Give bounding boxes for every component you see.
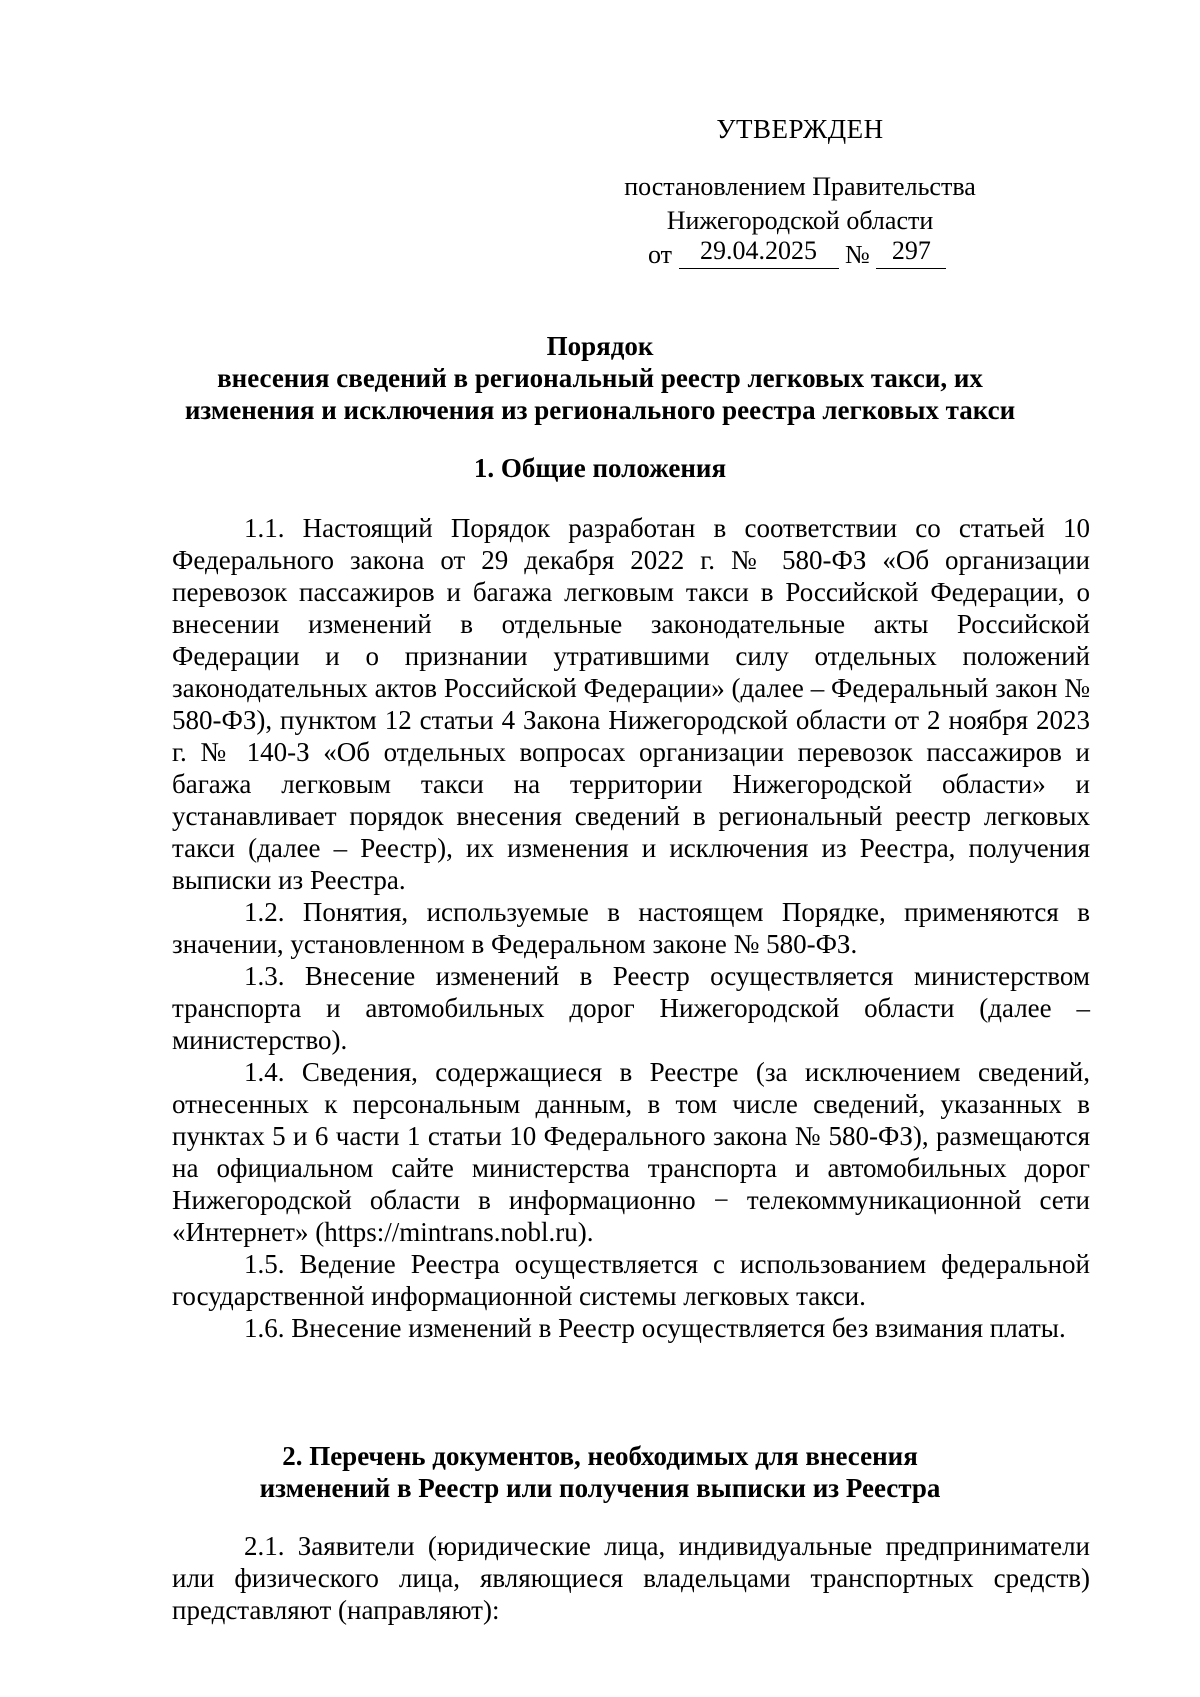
title-line-1: Порядок xyxy=(546,331,654,361)
approval-date: 29.04.2025 xyxy=(679,234,839,269)
paragraph-1-6: 1.6. Внесение изменений в Реестр осуществляется без взимания платы. xyxy=(244,1313,1066,1343)
section-2-heading-line-1: 2. Перечень документов, необходимых для внесения xyxy=(282,1441,918,1471)
number-sign: № xyxy=(845,240,870,269)
date-prefix: от xyxy=(648,240,673,269)
approval-line-2: Нижегородской области xyxy=(666,206,934,235)
paragraph-1-4: 1.4. Сведения, содержащиеся в Реестре (за исключением сведений, отнесенных к персональным данным, в том числе сведений, указанных в пунктах 5 и 6 части 1 статьи 10 Федерального закона № 580-ФЗ), размещаются на официальном сайте министерства транспорта и автомобильных дорог Нижегородской области в информационно − телекоммуникационной сети «Интернет» (https://mintrans.nobl.ru). xyxy=(172,1057,1090,1247)
paragraph-1-5: 1.5. Ведение Реестра осуществляется с использованием федеральной государственной информационной системы легковых такси. xyxy=(172,1249,1090,1311)
document-title xyxy=(150,330,1050,426)
section-1-body xyxy=(172,512,1090,1344)
paragraph-1-2: 1.2. Понятия, используемые в настоящем Порядке, применяются в значении, установленном в Федеральном законе № 580-ФЗ. xyxy=(172,897,1090,959)
title-line-3: изменения и исключения из регионального реестра легковых такси xyxy=(184,395,1016,425)
approved-label: УТВЕРЖДЕН xyxy=(716,114,884,144)
section-2-body xyxy=(172,1530,1090,1626)
paragraph-1-3: 1.3. Внесение изменений в Реестр осуществляется министерством транспорта и автомобильных дорог Нижегородской области (далее – министерство). xyxy=(172,961,1090,1055)
approval-date-row xyxy=(600,238,1000,273)
section-2-heading xyxy=(150,1440,1050,1504)
paragraph-2-1: 2.1. Заявители (юридические лица, индивидуальные предприниматели или физического лица, являющиеся владельцами транспортных средств) представляют (направляют): xyxy=(172,1531,1090,1625)
paragraph-1-1: 1.1. Настоящий Порядок разработан в соответствии со статьей 10 Федерального закона от 29 декабря 2022 г. № 580-ФЗ «Об организации перевозок пассажиров и багажа легковым такси в Российской Федерации, о внесении изменений в отдельные законодательные акты Российской Федерации и о признании утратившими силу отдельных положений законодательных актов Российской Федерации» (далее – Федеральный закон № 580-ФЗ), пунктом 12 статьи 4 Закона Нижегородской области от 2 ноября 2023 г. № 140-З «Об отдельных вопросах организации перевозок пассажиров и багажа легковым такси на территории Нижегородской области» и устанавливает порядок внесения сведений в региональный реестр легковых такси (далее – Реестр), их изменения и исключения из Реестра, получения выписки из Реестра. xyxy=(172,513,1090,895)
approval-stamp xyxy=(600,112,1000,273)
title-line-2: внесения сведений в региональный реестр легковых такси, их xyxy=(217,363,983,393)
approval-line-1: постановлением Правительства xyxy=(624,172,976,201)
section-2-heading-line-2: изменений в Реестр или получения выписки из Реестра xyxy=(259,1473,941,1503)
approval-number: 297 xyxy=(876,234,946,269)
section-1-heading: 1. Общие положения xyxy=(473,453,727,483)
